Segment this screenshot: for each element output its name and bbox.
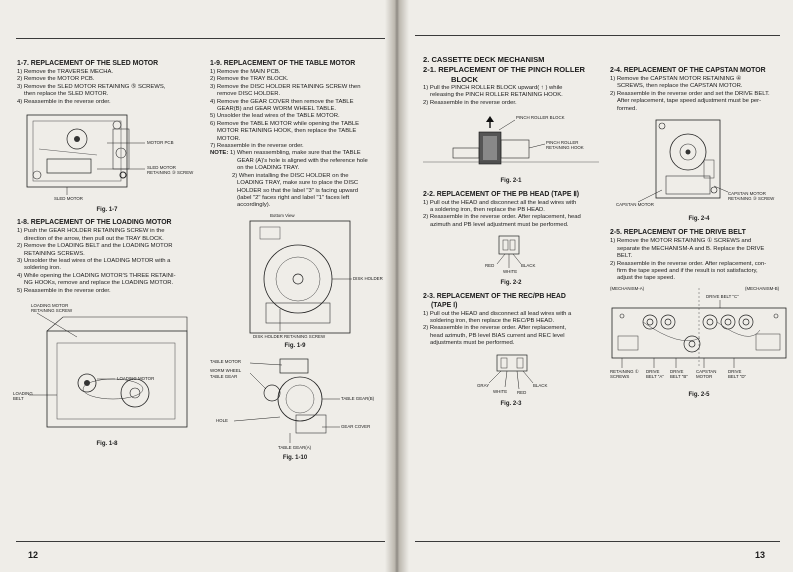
label-disk-holder-screw: DISK HOLDER RETAINING SCREW [253, 333, 326, 339]
note-line: (label "2" faces right and label "1" faces left [237, 194, 350, 201]
section-title: 1-8. REPLACEMENT OF THE LOADING MOTOR [17, 219, 172, 227]
step: then replace the SLED MOTOR. [24, 91, 109, 98]
label-white: WHITE [493, 388, 508, 394]
step: remove DISC HOLDER. [217, 91, 281, 98]
step: 2) Remove the MOTOR PCB. [17, 76, 95, 83]
step: 1) Pull out the HEAD and disconnect all the lead wires with [423, 199, 577, 206]
note-line: LOADING TRAY, make sure to place the DISC [237, 180, 359, 187]
label-belt-b: DRIVE BELT "B" [670, 368, 688, 379]
pb-head-diagram [423, 232, 599, 284]
section-title: 1-7. REPLACEMENT OF THE SLED MOTOR [17, 60, 159, 67]
label-black: BLACK [533, 382, 548, 388]
step: soldering iron. [24, 265, 62, 272]
page-number: 13 [754, 550, 765, 560]
section-1-7 [13, 60, 197, 454]
section-title: 2-5. REPLACEMENT OF THE DRIVE BELT [610, 229, 746, 237]
sled-motor-diagram [17, 109, 197, 205]
label-red: RED [517, 389, 527, 395]
fig-2-2 [423, 232, 599, 284]
section-title: 2-1. REPLACEMENT OF THE PINCH ROLLER [423, 65, 586, 74]
figure-caption: Fig. 2-4 [688, 216, 710, 223]
step: 1) Remove the TRAVERSE MECHA. [17, 69, 114, 75]
note-line: GEAR (A)'s hole is aligned with the reference hole [237, 157, 368, 164]
step: 4) Reassemble in the reverse order. [17, 98, 111, 105]
label-black: BLACK [521, 263, 536, 269]
section-title-cont: (TAPE Ⅰ) [431, 301, 458, 309]
label-pinch-roller-block: PINCH ROLLER BLOCK [516, 115, 565, 121]
label-capstan-motor: CAPSTAN MOTOR [616, 202, 654, 208]
section-title: 1-9. REPLACEMENT OF THE TABLE MOTOR [210, 60, 356, 67]
label-table-motor: TABLE MOTOR [210, 359, 242, 365]
figure-caption: Fig. 1-8 [96, 441, 118, 448]
label-hole: HOLE [216, 418, 228, 424]
section-2 [423, 55, 599, 413]
step: 2) Reassemble in the reverse order. After replacement, con- [610, 260, 767, 267]
note-line: on the LOADING TRAY. [237, 165, 300, 172]
label-retaining-screws: RETAINING ① SCREWS [610, 368, 639, 379]
step: GEAR(B) and GEAR WORM WHEEL TABLE. [217, 106, 337, 113]
figure-caption: Fig. 2-5 [688, 391, 710, 398]
note-line: 2) When installing the DISC HOLDER on the [232, 172, 349, 179]
page-number: 12 [28, 550, 39, 560]
label-capstan: CAPSTAN MOTOR [696, 368, 717, 379]
figure-caption: Fig. 2-3 [500, 400, 522, 407]
step: separate the MECHANISM-A and B. Replace the DRIVE [617, 245, 765, 252]
section-1-9 [210, 60, 383, 468]
label-motor-pcb: MOTOR PCB [147, 140, 174, 146]
figure-caption: Fig. 2-1 [500, 178, 522, 185]
section-title: 2-3. REPLACEMENT OF THE REC/PB HEAD [423, 292, 566, 300]
label-disk-holder: DISK HOLDER [353, 275, 383, 281]
label-table-gear-a: TABLE GEAR(A) [278, 445, 312, 451]
loading-motor-diagram [17, 303, 197, 433]
fig-2-3 [423, 351, 599, 403]
label-white: WHITE [503, 269, 518, 275]
label-sled-motor-screw: SLED MOTOR RETAINING ③ SCREW [147, 165, 194, 176]
left-page [0, 0, 395, 572]
step: NG HOOKs, remove and replace the LOADING MOTOR. [24, 280, 174, 287]
step: 2) Reassemble in the reverse order. [423, 99, 517, 106]
step: RETAINING SCREWS. [24, 250, 85, 257]
label-worm-wheel: WORM WHEEL [210, 368, 242, 374]
section-2-4 [610, 67, 788, 404]
label-mech-b: (MECHANISM-B) [745, 285, 780, 291]
step: formed. [617, 105, 637, 112]
label-table-gear: TABLE GEAR [210, 374, 238, 380]
label-belt-a: DRIVE BELT "A" [646, 368, 664, 379]
label-red: RED [485, 263, 495, 269]
fig-2-5 [610, 286, 788, 390]
label-loading-belt: LOADING BELT [13, 391, 33, 402]
fig-1-8 [13, 303, 197, 433]
label-mech-a: (MECHANISM-A) [610, 285, 645, 291]
step: BELT. [617, 253, 633, 260]
label-loading-motor: LOADING MOTOR [117, 376, 155, 382]
step: MOTOR. [217, 135, 241, 142]
step: 2) Reassemble in the reverse order and set the DRIVE BELT. [610, 90, 770, 97]
bottom-rule [16, 541, 385, 542]
label-belt-c: DRIVE BELT "C" [706, 293, 739, 299]
step: 1) Remove the CAPSTAN MOTOR RETAINING ④ [610, 76, 742, 82]
step: MOTOR RETAINING HOOK, then replace the TABLE [217, 128, 357, 135]
top-rule [16, 38, 385, 39]
step: soldering iron, then replace the REC/PB HEAD. [430, 318, 555, 325]
step: 1) Push the GEAR HOLDER RETAINING SCREW in the [17, 228, 165, 235]
note-line: 1) When reassembling, make sure that the TABLE [229, 150, 361, 157]
label-gear-cover: GEAR COVER [341, 424, 371, 430]
step: 3) Remove the DISC HOLDER RETAINING SCREW then [210, 83, 361, 90]
figure-caption: Fig. 2-2 [500, 280, 522, 287]
step: adjust the tape speed. [617, 275, 675, 282]
note-line: HOLDER so that the label "3" is facing upward [237, 187, 359, 194]
step: After replacement, tape speed adjustment must be per- [617, 98, 762, 105]
step: SCREWS, then replace the CAPSTAN MOTOR. [617, 83, 743, 90]
label-gray: GRAY [477, 382, 490, 388]
figure-caption: Fig. 1-10 [282, 455, 308, 462]
rec-pb-head-diagram [423, 351, 599, 403]
step: head azimuth, PB level BIAS current and REC level [430, 332, 565, 339]
step: releasing the PINCH ROLLER RETAINING HOOK. [430, 92, 563, 99]
step: 4) Remove the GEAR COVER then remove the TABLE [210, 98, 354, 105]
step: 5) Unsolder the lead wires of the TABLE MOTOR. [210, 113, 340, 120]
step: 1) Pull the PINCH ROLLER BLOCK upward( ↑ ) while [423, 85, 563, 91]
right-page [397, 0, 793, 572]
label-pinch-roller-hook: PINCH ROLLER RETAINING HOOK [546, 140, 584, 151]
step: 4) While opening the LOADING MOTOR'S THREE RETAINI- [17, 272, 176, 279]
label-belt-d: DRIVE BELT "D" [728, 368, 747, 379]
label-capstan-screw: CAPSTAN MOTOR RETAINING ③ SCREW [728, 191, 775, 202]
step: 3) Remove the SLED MOTOR RETAINING ⑤ SCREWS, [17, 83, 166, 90]
step: adjustments must be performed. [430, 340, 515, 347]
step: 7) Reassemble in the reverse order. [210, 143, 304, 150]
step: 1) Remove the MAIN PCB. [210, 69, 281, 75]
note-line: accordingly). [237, 202, 271, 209]
step: 6) Remove the TABLE MOTOR while opening the TABLE [210, 120, 360, 127]
step: azimuth and PB level adjustment must be performed. [430, 221, 569, 228]
section-title: 2-2. REPLACEMENT OF THE PB HEAD (TAPE Ⅱ) [423, 190, 580, 198]
step: 5) Reassemble in the reverse order. [17, 287, 111, 294]
label-table-gear-b: TABLE GEAR(B) [341, 396, 375, 402]
step: 1) Pull out the HEAD and disconnect all lead wires with a [423, 310, 572, 317]
step: 2) Reassemble in the reverse order. After replacement, [423, 325, 567, 332]
section-title: 2-4. REPLACEMENT OF THE CAPSTAN MOTOR [610, 67, 766, 74]
fig-1-10 [210, 355, 380, 453]
section-title-cont: BLOCK [451, 75, 478, 84]
step: 2) Remove the LOADING BELT and the LOADING MOTOR [17, 243, 173, 250]
note-label: NOTE: [210, 150, 229, 157]
step: 2) Remove the TRAY BLOCK. [210, 76, 289, 83]
figure-caption: Fig. 1-7 [96, 207, 118, 214]
fig-2-1 [423, 110, 599, 176]
top-rule [415, 35, 780, 36]
step: 1) Remove the MOTOR RETAINING ① SCREWS and [610, 238, 752, 245]
label-loading-screw: LOADING MOTOR RETAINING SCREW [31, 303, 73, 314]
step: a soldering iron, then replace the PB HEAD. [430, 207, 545, 214]
bottom-rule [415, 541, 780, 542]
step: 3) Unsolder the lead wires of the LOADING MOTOR with a [17, 258, 171, 265]
step: direction of the arrow, then pull out the TRAY BLOCK. [24, 235, 164, 242]
label-sled-motor: SLED MOTOR [54, 196, 83, 202]
label-bottom-view: Bottom View [270, 212, 295, 218]
fig-1-7 [17, 109, 197, 205]
fig-1-9 [210, 212, 383, 341]
book-gutter [385, 0, 409, 572]
chapter-title: 2. CASSETTE DECK MECHANISM [423, 55, 545, 64]
fig-2-4 [610, 116, 788, 214]
step: 2) Reassemble in the reverse order. After replacement, head [423, 214, 581, 221]
figure-caption: Fig. 1-9 [284, 342, 306, 349]
step: firm the tape speed and if the result is not satisfactory, [617, 268, 758, 275]
